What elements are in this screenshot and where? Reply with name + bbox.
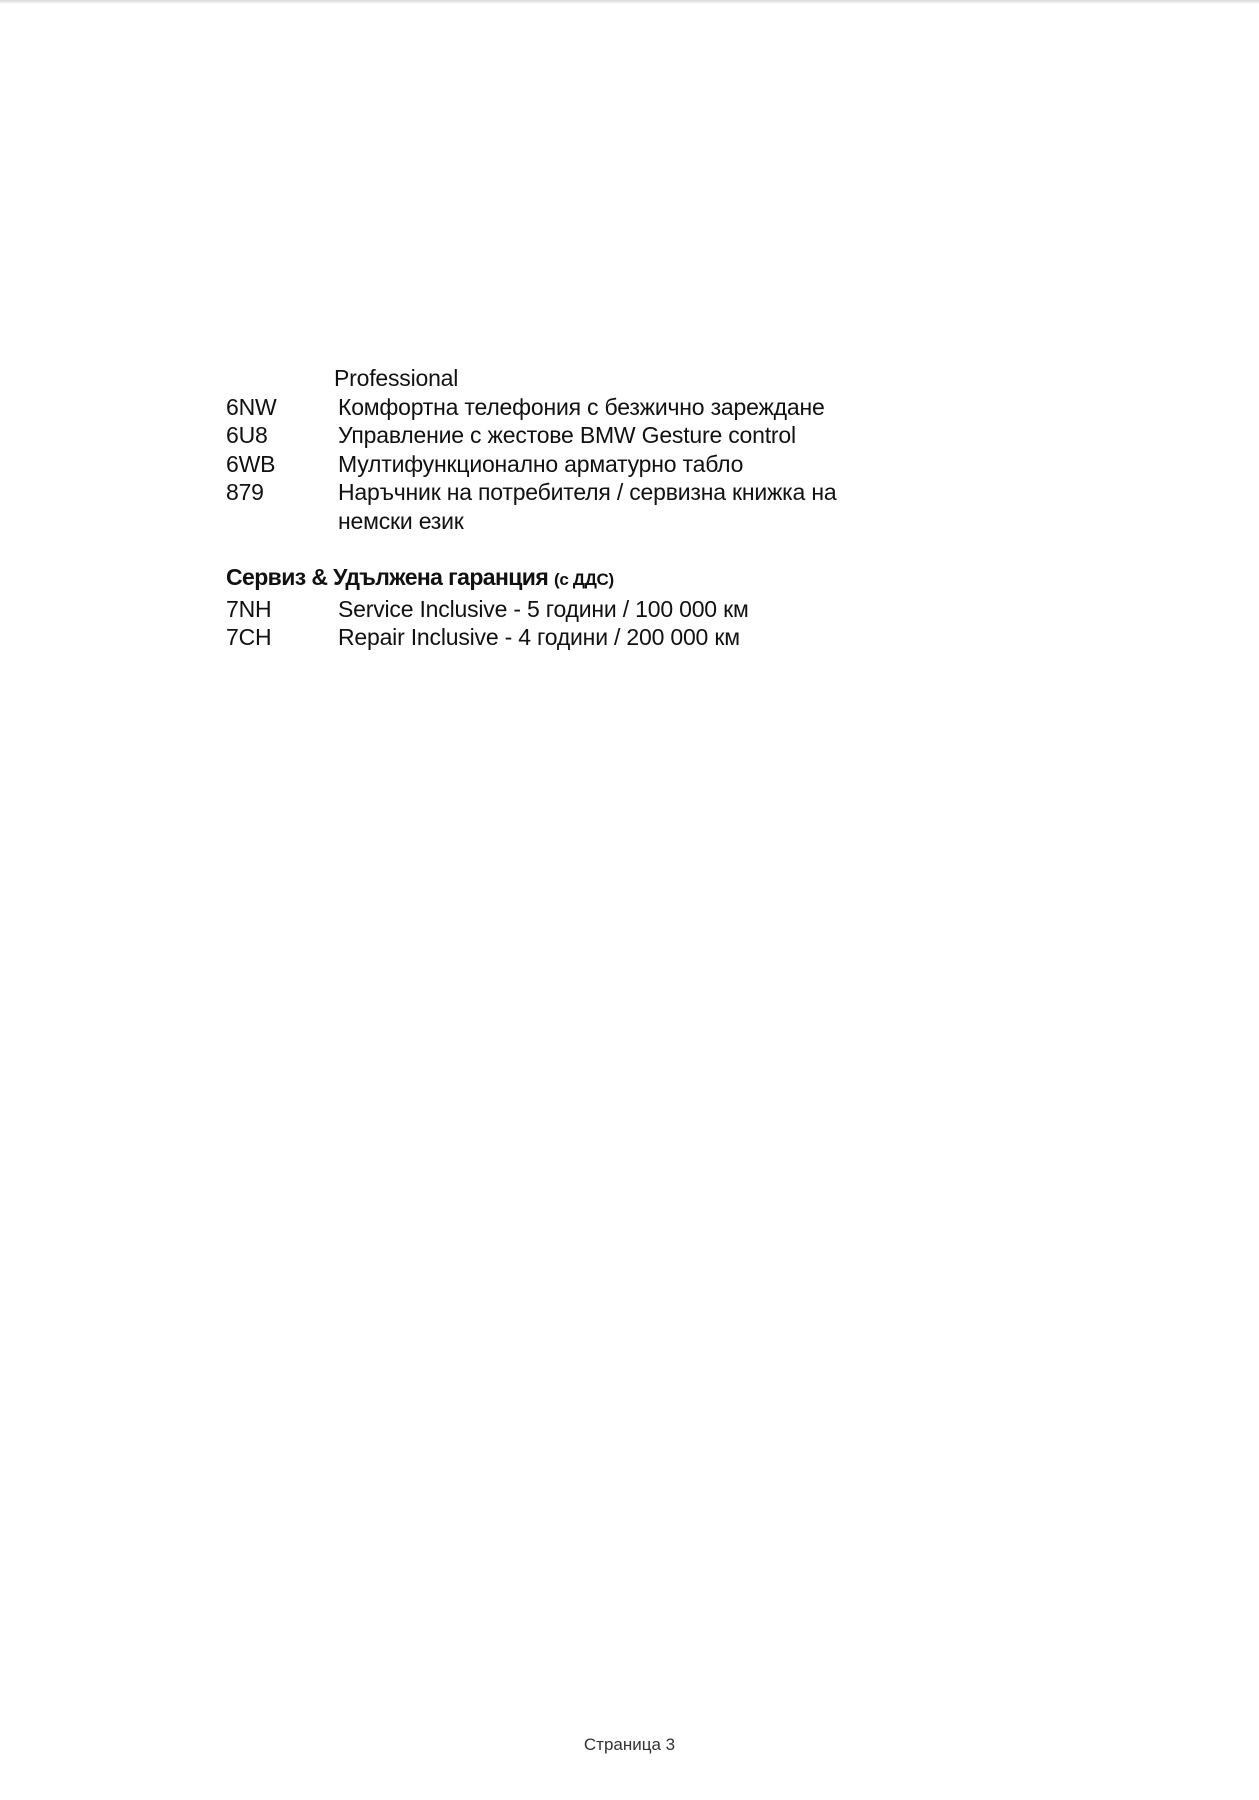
option-code: 7CH	[226, 624, 272, 650]
section-heading-title: Сервиз & Удължена гаранция	[226, 564, 549, 590]
list-item	[226, 623, 926, 652]
list-item	[226, 450, 926, 479]
option-description: Наръчник на потребителя / сервизна книжка на немски език	[338, 479, 837, 534]
list-item	[226, 393, 926, 422]
option-description: Мултифункционално арматурно табло	[338, 450, 744, 477]
service-list	[226, 595, 926, 652]
option-code: 7NH	[226, 595, 272, 622]
page-top-edge	[0, 0, 1259, 4]
list-item	[226, 595, 926, 624]
continued-description: Professional	[334, 365, 459, 391]
page-number: Страница 3	[583, 1735, 676, 1754]
option-description: Комфортна телефония с безжично зареждане	[338, 393, 825, 420]
document-content	[226, 364, 926, 652]
option-code: 879	[226, 479, 264, 505]
option-code: 6NW	[226, 393, 277, 420]
equipment-list	[226, 393, 926, 536]
section-heading	[226, 563, 926, 595]
option-description: Service Inclusive - 5 години / 100 000 км	[338, 595, 749, 622]
option-description: Repair Inclusive - 4 години / 200 000 км	[338, 624, 740, 650]
list-item	[226, 421, 926, 450]
option-code: 6U8	[226, 422, 268, 448]
option-description: Управление с жестове BMW Gesture control	[338, 422, 796, 448]
section-spacer	[226, 535, 926, 563]
list-item	[226, 478, 926, 535]
section-heading-note: (с ДДС)	[553, 570, 614, 589]
option-code: 6WB	[226, 450, 276, 477]
